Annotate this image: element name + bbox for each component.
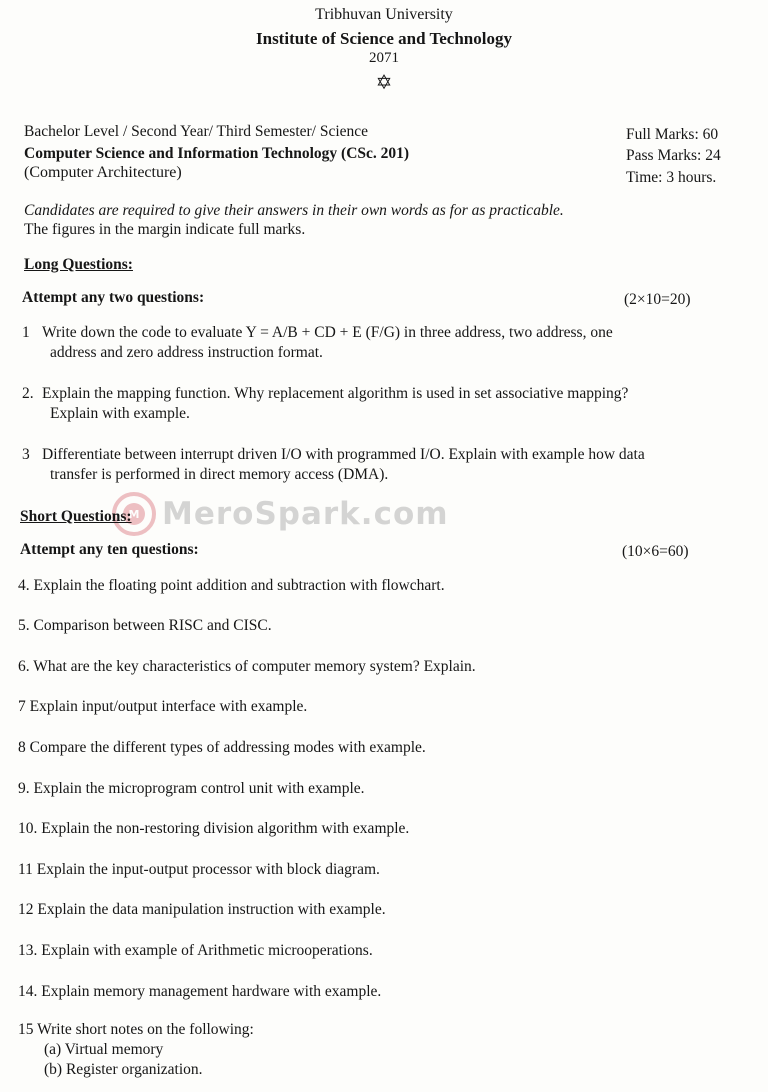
question-text-continued: transfer is performed in direct memory access (DMA).: [50, 466, 389, 483]
instruction-line-1: Candidates are required to give their answers in their own words as for as practicable.: [24, 202, 564, 219]
watermark-logo-letter: M: [123, 503, 145, 525]
short-question-7: 7 Explain input/output interface with example.: [18, 698, 308, 715]
short-question-14: 14. Explain memory management hardware with example.: [18, 983, 382, 1000]
course-subject: (Computer Architecture): [24, 164, 182, 181]
full-marks: Full Marks: 60: [626, 126, 719, 143]
short-question-5: 5. Comparison between RISC and CISC.: [18, 617, 272, 634]
short-attempt-instruction: Attempt any ten questions:: [20, 541, 199, 558]
question-text: Differentiate between interrupt driven I/O with programmed I/O. Explain with example how data: [42, 446, 645, 463]
short-question-15: 15 Write short notes on the following:: [18, 1021, 254, 1038]
short-question-8: 8 Compare the different types of addressing modes with example.: [18, 739, 426, 756]
university-name: Tribhuvan University: [315, 6, 453, 23]
long-question-2: [22, 384, 742, 424]
time-allowed: Time: 3 hours.: [626, 169, 717, 186]
question-number: 1: [22, 324, 30, 341]
short-question-10: 10. Explain the non-restoring division algorithm with example.: [18, 820, 410, 837]
sub-item-a: (a) Virtual memory: [44, 1041, 164, 1058]
watermark-text: MeroSpark.com: [162, 496, 449, 532]
institute-name: Institute of Science and Technology: [256, 29, 512, 48]
long-marks-distribution: (2×10=20): [624, 291, 691, 308]
short-question-11: 11 Explain the input-output processor with block diagram.: [18, 861, 380, 878]
course-level: Bachelor Level / Second Year/ Third Semester/ Science: [24, 123, 369, 140]
question-number: 2.: [22, 385, 34, 402]
instruction-line-2: The figures in the margin indicate full marks.: [24, 221, 306, 238]
question-text: Explain the mapping function. Why replacement algorithm is used in set associative mapping?: [42, 385, 629, 402]
sub-item-b: (b) Register organization.: [44, 1061, 203, 1078]
question-text-continued: Explain with example.: [50, 405, 190, 422]
question-text: Write down the code to evaluate Y = A/B + CD + E (F/G) in three address, two address, one: [42, 324, 613, 341]
short-question-6: 6. What are the key characteristics of computer memory system? Explain.: [18, 658, 476, 675]
short-question-4: 4. Explain the floating point addition and subtraction with flowchart.: [18, 577, 445, 594]
long-question-3: [22, 445, 742, 485]
course-title: Computer Science and Information Technology (CSc. 201): [24, 145, 410, 162]
question-number: 3: [22, 446, 30, 463]
short-question-12: 12 Explain the data manipulation instruction with example.: [18, 901, 386, 918]
short-question-13: 13. Explain with example of Arithmetic microoperations.: [18, 942, 373, 959]
question-text-continued: address and zero address instruction format.: [50, 344, 323, 361]
star-emblem-icon: ✡: [375, 72, 393, 94]
exam-year: 2071: [369, 50, 399, 66]
short-questions-heading: Short Questions:: [20, 508, 132, 525]
long-attempt-instruction: Attempt any two questions:: [22, 289, 205, 306]
short-marks-distribution: (10×6=60): [622, 543, 689, 560]
long-question-1: [22, 323, 742, 363]
short-question-9: 9. Explain the microprogram control unit with example.: [18, 780, 365, 797]
long-questions-heading: Long Questions:: [24, 256, 133, 273]
merospark-watermark: [112, 492, 449, 536]
pass-marks: Pass Marks: 24: [626, 147, 721, 164]
